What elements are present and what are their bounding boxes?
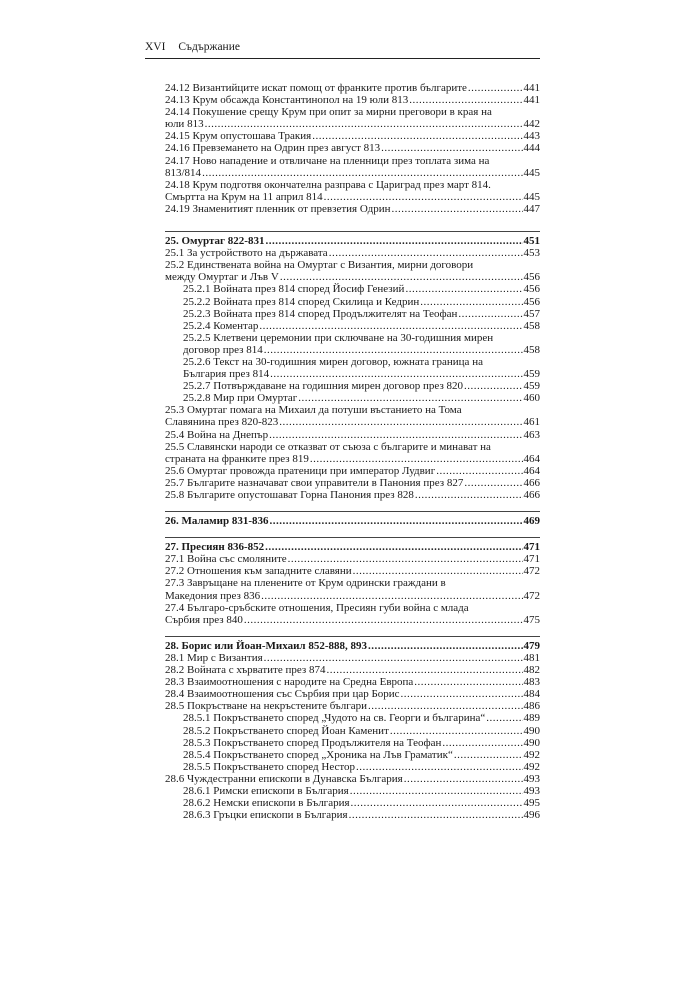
entry-title: 25.8 Българите опустошават Горна Панония през 828 [165,489,414,501]
entry-title: 24.12 Византийците искат помощ от франките против българите [165,82,467,94]
page-number: 456 [523,271,540,284]
entry-title: 28.5.2 Покръстването според Йоан Каменит [183,724,389,737]
toc-entry-line [165,664,540,676]
toc-entry-line [165,676,540,688]
page-number: 493 [523,784,540,797]
toc-entry-line [165,82,540,94]
toc-entry [165,441,540,465]
toc-entry-line [165,553,540,565]
dot-leader [265,541,522,553]
dot-leader [280,271,523,283]
dot-leader [329,247,523,259]
page-number: 463 [523,428,540,441]
entry-title-line: 24.14 Покушение срещу Крум при опит за мирни преговори в края на [165,106,492,119]
toc-entry-line [165,142,540,154]
toc-entry [165,712,540,724]
page-number: 486 [523,700,540,713]
page-number: 492 [523,760,540,773]
toc-entry [165,749,540,761]
toc-entry-line [165,416,540,428]
entry-title: 24.15 Крум опустошава Тракия [165,130,312,143]
entry-title-line: 24.18 Крум подготвя окончателна разправа с Цариград през март 814. [165,178,491,191]
toc-entry [165,82,540,94]
toc-entry-line [183,809,540,821]
toc-entry-line [183,392,540,404]
entry-title: 25.2.2 Войната през 814 според Скилица и Кедрин [183,295,420,308]
toc-entry-line [165,130,540,142]
toc-entry-line [165,614,540,626]
dot-leader [392,203,523,215]
page-number: 464 [523,464,540,477]
entry-title: 813/814 [165,166,202,179]
toc-entry-line [165,489,540,501]
dot-leader [356,761,522,773]
page-number: 490 [523,736,540,749]
toc-entry-line [165,191,540,203]
page-number: 445 [523,166,540,179]
entry-title: 25.2.1 Войната през 814 според Йосиф Генезий [183,283,405,296]
dot-leader [353,565,523,577]
dot-leader [310,453,523,465]
toc-entry-line [165,477,540,489]
page-number: 458 [523,343,540,356]
dot-leader [464,477,522,489]
toc-entry [165,489,540,501]
toc-entry [165,797,540,809]
toc-entry [165,356,540,380]
dot-leader [350,785,523,797]
chapter-divider [165,537,540,538]
toc-entry-line [183,283,540,295]
toc-entry [165,664,540,676]
entry-title: 27.2 Отношения към западните славяни [165,565,352,578]
dot-leader [464,380,522,392]
page-number: 451 [523,235,540,248]
entry-title: 28.1 Мир с Византия [165,651,263,664]
entry-title: 28.5.4 Покръстването според „Хроника на Лъв Граматик“ [183,748,453,761]
toc-entry-line [183,320,540,332]
toc-entry-line [183,737,540,749]
entry-title: 25. Омуртаг 822-831 [165,235,265,248]
toc-entry [165,737,540,749]
page-number: 481 [523,651,540,664]
entry-title: 24.19 Знаменитият пленник от превзетия Одрин [165,202,391,215]
dot-leader [270,515,523,527]
entry-title-line: 25.5 Славянски народи се отказват от съюза с българите и минават на [165,440,491,453]
toc-entry [165,429,540,441]
entry-title-line: 25.2 Единствената война на Омуртаг с Византия, мирни договори [165,259,474,272]
dot-leader [298,392,522,404]
dot-leader [279,416,522,428]
toc-entry [165,773,540,785]
page-number: 495 [523,797,540,810]
page-number: 492 [523,748,540,761]
entry-title: 25.2.7 Потвърждаване на годишния мирен договор през 820 [183,380,464,393]
toc-entry [165,203,540,215]
toc-entry [165,809,540,821]
dot-leader [454,749,523,761]
dot-leader [468,82,523,94]
dot-leader [368,700,522,712]
toc-entry-line [165,118,540,130]
toc-entry [165,380,540,392]
entry-title: 28.6.2 Немски епископи в България [183,797,350,810]
page-number: 490 [523,724,540,737]
toc-entry [165,700,540,712]
dot-leader [420,296,522,308]
dot-leader [381,142,522,154]
page-number: 442 [523,118,540,131]
entry-title: 26. Маламир 831-836 [165,515,269,528]
toc-entry-line [165,590,540,602]
toc-entry [165,652,540,664]
toc-entry-line [183,785,540,797]
entry-title-line: 25.2.6 Текст на 30-годишния мирен договор, южната граница на [183,355,483,368]
entry-title: между Омуртаг и Лъв V [165,271,279,284]
chapter-divider [165,231,540,232]
toc-entry [165,179,540,203]
dot-leader [261,590,522,602]
page-number: 469 [523,515,540,528]
page-number: 482 [523,664,540,677]
toc-entry-line [183,344,540,356]
page-number: 458 [523,319,540,332]
entry-title: Сърбия през 840 [165,613,243,626]
page-number: 456 [523,295,540,308]
entry-title: договор през 814 [183,343,263,356]
toc-entry-line [165,465,540,477]
page-number: 471 [523,553,540,566]
toc-entry [165,155,540,179]
toc-entry [165,283,540,295]
entry-title: 28.6.1 Римски епископи в България [183,784,349,797]
toc-entry [165,259,540,283]
entry-title: юли 813 [165,118,204,131]
page-number: 483 [523,676,540,689]
chapter-heading [165,640,540,652]
dot-leader [409,94,522,106]
page-number: 456 [523,283,540,296]
entry-title-line: 27.4 Българо-сръбските отношения, Пресиян губи война с млада [165,601,469,614]
dot-leader [326,664,522,676]
entry-title: 28. Борис или Йоан-Михаил 852-888, 893 [165,639,368,652]
chapter-heading [165,541,540,553]
toc-entry [165,553,540,565]
dot-leader [270,368,522,380]
toc-entry [165,142,540,154]
toc-entry [165,688,540,700]
entry-title: 28.5.5 Покръстването според Нестор [183,760,356,773]
toc-entry-line [183,380,540,392]
entry-title: Смъртта на Крум на 11 април 814 [165,190,323,203]
running-header [145,41,540,59]
dot-leader [288,553,523,565]
entry-title: 28.2 Войната с хърватите през 874 [165,664,326,677]
dot-leader [244,614,523,626]
page-number: 445 [523,190,540,203]
dot-leader [269,429,522,441]
toc-entry-line [165,688,540,700]
page-number: 475 [523,613,540,626]
dot-leader [368,640,522,652]
page-number: 461 [523,416,540,429]
entry-title: 25.7 Българите назначават свои управители в Панония през 827 [165,476,464,489]
chapter-heading [165,235,540,247]
toc-entry-line [165,167,540,179]
toc-entry [165,761,540,773]
toc-entry-line [165,429,540,441]
entry-title: 25.4 Война на Днепър [165,428,269,441]
chapter-divider [165,636,540,637]
dot-leader [205,118,523,130]
toc-entry-line [165,453,540,465]
entry-title: 28.5.1 Покръстването според „Чудото на св. Георги и българина“ [183,712,486,725]
entry-title: 28.6 Чуждестранни епископи в Дунавска България [165,772,403,785]
toc-entry-line [183,308,540,320]
toc-entry [165,94,540,106]
toc-entry-line [183,725,540,737]
entry-title: 25.2.3 Войната през 814 според Продължителят на Теофан [183,307,458,320]
dot-leader [442,737,522,749]
entry-title: 24.16 Превземането на Одрин през август 813 [165,142,381,155]
toc-entry [165,676,540,688]
page-number: 447 [523,202,540,215]
toc-entry [165,465,540,477]
toc-entry [165,332,540,356]
toc-entry-line [165,773,540,785]
dot-leader [259,320,522,332]
page-number: 457 [523,307,540,320]
page-number: 484 [523,688,540,701]
toc-entry-line [183,749,540,761]
entry-title: 25.2.4 Коментар [183,319,259,332]
toc-entry [165,130,540,142]
page-number: 443 [523,130,540,143]
toc-entry [165,785,540,797]
entry-title: 28.5.3 Покръстването според Продължителя на Теофан [183,736,442,749]
dot-leader [264,344,523,356]
page-number: 441 [523,94,540,107]
page-number: 493 [523,772,540,785]
toc-entry [165,106,540,130]
entry-title: 28.4 Взаимоотношения със Сърбия при цар Борис [165,688,400,701]
page-number: 472 [523,565,540,578]
dot-leader [264,652,523,664]
entry-title: 25.2.8 Мир при Омуртаг [183,392,298,405]
dot-leader [324,191,523,203]
page-number: 471 [523,541,540,554]
toc-entry [165,392,540,404]
entry-title-line: 27.3 Завръщане на пленените от Крум одрински граждани в [165,577,446,590]
toc-entry [165,247,540,259]
toc-entry [165,477,540,489]
dot-leader [405,283,522,295]
entry-title-line: 24.17 Ново нападение и отвличане на пленници през топлата зима на [165,154,490,167]
toc-entry-line [183,368,540,380]
dot-leader [312,130,522,142]
page-number: 472 [523,589,540,602]
page-number: 453 [523,247,540,260]
entry-title: 25.1 За устройството на държавата [165,247,328,260]
page-number: 496 [523,809,540,822]
toc-entry-line [165,94,540,106]
chapter-divider [165,511,540,512]
toc-entry-line [183,296,540,308]
dot-leader [202,167,522,179]
dot-leader [265,235,522,247]
toc-entry-line [183,761,540,773]
dot-leader [390,725,523,737]
spacer [165,215,540,221]
toc-entry-line [165,203,540,215]
page-number: 459 [523,368,540,381]
page-number: 489 [523,712,540,725]
dot-leader [351,797,523,809]
entry-title: Славянина през 820-823 [165,416,279,429]
toc-entry-line [165,652,540,664]
toc-entry [165,577,540,601]
page-number: 466 [523,489,540,501]
toc-entry-line [183,797,540,809]
toc-entry-line [183,712,540,724]
entry-title: 28.6.3 Гръцки епископи в България [183,809,348,822]
entry-title-line: 25.2.5 Клетвени церемонии при сключване на 30-годишния мирен [183,331,494,344]
toc-entry [165,296,540,308]
entry-title: 28.5 Покръстване на некръстените българи [165,700,368,713]
entry-title: 28.3 Взаимоотношения с народите на Средна Европа [165,676,414,689]
dot-leader [486,712,522,724]
chapter-heading [165,515,540,527]
toc-entry-line [165,565,540,577]
toc-entry-line [165,271,540,283]
entry-title: 27.1 Война със смоляните [165,553,287,566]
header-page-number: XVI [145,41,166,53]
page-number: 460 [523,392,540,405]
page-number: 444 [523,142,540,155]
page-number: 466 [523,476,540,489]
dot-leader [401,688,523,700]
entry-title: 24.13 Крум обсажда Константинопол на 19 юли 813 [165,94,409,107]
entry-title: България през 814 [183,368,270,381]
dot-leader [404,773,523,785]
toc-entry [165,602,540,626]
dot-leader [414,676,522,688]
entry-title: страната на франките през 819 [165,452,309,465]
entry-title: 25.6 Омуртаг провожда пратеници при император Лудвиг [165,464,436,477]
table-of-contents [165,82,540,821]
toc-entry [165,404,540,428]
page-number: 464 [523,452,540,465]
toc-entry [165,320,540,332]
toc-entry-line [165,247,540,259]
dot-leader [349,809,523,821]
header-title: Съдържание [178,41,240,53]
entry-title-line: 25.3 Омуртаг помага на Михаил да потуши въстанието на Тома [165,404,462,417]
dot-leader [458,308,522,320]
dot-leader [415,489,523,501]
toc-entry [165,308,540,320]
page-number: 479 [523,639,540,652]
page-number: 459 [523,380,540,393]
toc-entry [165,725,540,737]
entry-title: 27. Пресиян 836-852 [165,541,265,554]
toc-entry [165,565,540,577]
dot-leader [436,465,522,477]
page-number: 441 [523,82,540,94]
entry-title: Македония през 836 [165,589,261,602]
toc-entry-line [165,700,540,712]
